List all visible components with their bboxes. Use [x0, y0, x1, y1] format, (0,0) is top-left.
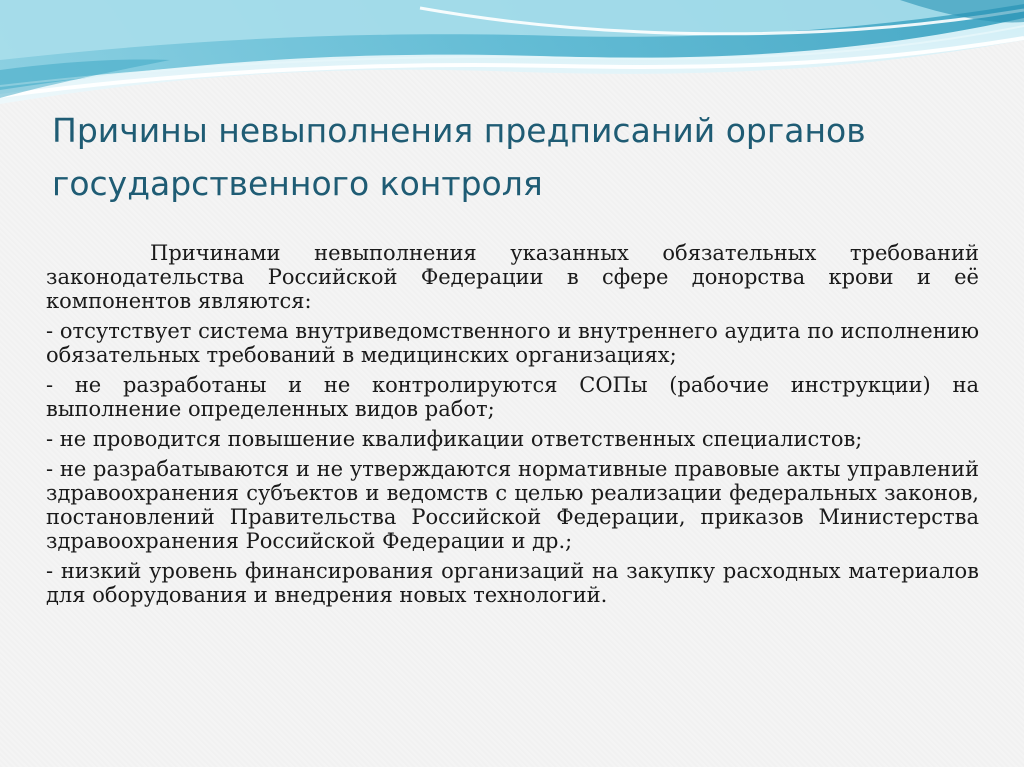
- decorative-wave-header: [0, 0, 1024, 110]
- list-item: - не разработаны и не контролируются СОПы (рабочие инструкции) на выполнение определенных видов работ;: [46, 373, 979, 421]
- list-item: - низкий уровень финансирования организаций на закупку расходных материалов для оборудования и внедрения новых технологий.: [46, 559, 979, 607]
- list-item: - не разрабатываются и не утверждаются нормативные правовые акты управлений здравоохранения субъектов и ведомств с целью реализации федеральных законов, постановлений Правительства Российской Федерации, приказов Министерства здравоохранения Российской Федерации и др.;: [46, 457, 979, 553]
- page-title: Причины невыполнения предписаний органов государственного контроля: [52, 111, 866, 203]
- body-text: [46, 241, 979, 613]
- list-item: - отсутствует система внутриведомственного и внутреннего аудита по исполнению обязательных требований в медицинских организациях;: [46, 319, 979, 367]
- list-item: - не проводится повышение квалификации ответственных специалистов;: [46, 427, 863, 451]
- intro-paragraph: Причинами невыполнения указанных обязательных требований законодательства Российской Федерации в сфере донорства крови и её компонентов являются:: [46, 241, 979, 313]
